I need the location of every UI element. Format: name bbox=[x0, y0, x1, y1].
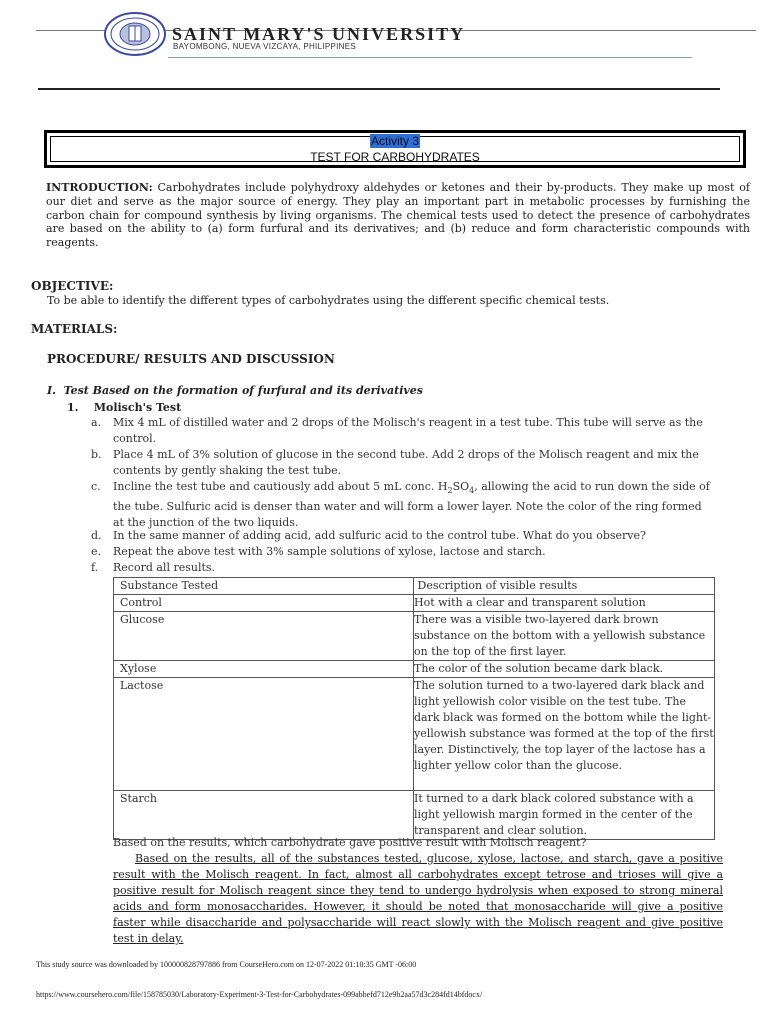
source-url-link[interactable]: https://www.coursehero.com/file/158785030/Laboratory-Experiment-3-Test-for-Carbohydrates-099abbefd712e9b2aa57d3c284fd14bfdocx/ bbox=[36, 990, 483, 999]
section-heading bbox=[47, 384, 423, 397]
table-row bbox=[114, 612, 715, 661]
table-header-row bbox=[114, 578, 715, 595]
table-cell-substance: Lactose bbox=[114, 678, 414, 791]
table-cell-substance: Xylose bbox=[114, 661, 414, 678]
discussion-answer: Based on the results, all of the substances tested, glucose, xylose, lactose, and starch, gave a positive result with the Molisch reagent. In fact, almost all carbohydrates except tetrose and trioses will give a positive result for Molisch reagent since they tend to undergo hydrolysis when exposed to strong mineral acids and form monosaccharides. However, it should be noted that monosaccharide will give a positive faster while disaccharide and polysaccharide will react slowly with the Molisch reagent and give positive test in delay. bbox=[113, 852, 723, 945]
table-row bbox=[114, 791, 715, 840]
step-key: c. bbox=[91, 480, 101, 493]
table-cell-result: There was a visible two-layered dark brown substance on the bottom with a yellowish substance on the top of the first layer. bbox=[414, 612, 715, 661]
table-cell-result: The solution turned to a two-layered dark black and light yellowish color visible on the test tube. The dark black was formed on the bottom while the light-yellowish substance was formed at the top of the first layer. Distinctively, the top layer of the lactose has a lighter yellow color than the glucose. bbox=[414, 678, 715, 791]
step-text-b: SO bbox=[452, 480, 470, 493]
materials-heading: MATERIALS: bbox=[31, 322, 118, 336]
introduction-label: INTRODUCTION: bbox=[46, 181, 153, 194]
activity-highlight: Activity 3 bbox=[370, 134, 419, 148]
step-item bbox=[91, 560, 716, 576]
step-key: f. bbox=[91, 561, 99, 574]
section-title: Test Based on the formation of furfural and its derivatives bbox=[63, 384, 423, 397]
header-underline bbox=[168, 57, 692, 58]
table-cell-substance: Starch bbox=[114, 791, 414, 840]
introduction bbox=[46, 181, 750, 250]
section-number: I. bbox=[47, 384, 56, 397]
subscript: 2 bbox=[447, 486, 453, 496]
objective-text: To be able to identify the different types of carbohydrates using the different specific chemical tests. bbox=[47, 294, 610, 307]
table-cell-result: Hot with a clear and transparent solution bbox=[414, 595, 715, 612]
table-header-substance: Substance Tested bbox=[114, 578, 414, 595]
step-item bbox=[91, 528, 716, 544]
test-number: 1. bbox=[67, 401, 79, 414]
step-item bbox=[91, 447, 716, 479]
step-text: Mix 4 mL of distilled water and 2 drops of the Molisch's reagent in a test tube. This tube will serve as the control. bbox=[113, 416, 703, 445]
step-text: Repeat the above test with 3% sample solutions of xylose, lactose and starch. bbox=[113, 545, 546, 558]
subscript: 4 bbox=[469, 486, 475, 496]
table-header-result: Description of visible results bbox=[414, 578, 715, 595]
university-name: SAINT MARY'S UNIVERSITY bbox=[172, 24, 466, 44]
table-cell-result: It turned to a dark black colored substance with a light yellowish margin formed in the center of the transparent and clear solution. bbox=[414, 791, 715, 840]
table-cell-substance: Glucose bbox=[114, 612, 414, 661]
step-text-c: , allowing the acid to run down the side of the tube. Sulfuric acid is denser than water and will form a lower layer. Note the color of the ring formed at the junction of the two liquids. bbox=[113, 480, 710, 529]
step-text-a: Incline the test tube and cautiously add about 5 mL conc. H bbox=[113, 480, 448, 493]
step-text: Place 4 mL of 3% solution of glucose in the second tube. Add 2 drops of the Molisch reagent and mix the contents by gently shaking the test tube. bbox=[113, 448, 699, 477]
discussion-question: Based on the results, which carbohydrate gave positive result with Molisch reagent? bbox=[113, 836, 587, 849]
table-cell-substance: Control bbox=[114, 595, 414, 612]
step-item bbox=[91, 415, 716, 447]
university-seal-icon bbox=[104, 12, 166, 56]
activity-title: TEST FOR CARBOHYDRATES bbox=[310, 150, 480, 164]
university-location: BAYOMBONG, NUEVA VIZCAYA, PHILIPPINES bbox=[173, 42, 356, 51]
header-divider bbox=[38, 88, 720, 90]
step-item bbox=[91, 544, 716, 560]
introduction-text: Carbohydrates include polyhydroxy aldehydes or ketones and their by-products. They make up most of our diet and serve as the major source of energy. They play an important part in metabolic processes by furnishing the carbon chain for compound synthesis by living organisms. The chemical tests used to detect the presence of carbohydrates are based on the ability to (a) form furfural and its derivatives; and (b) reduce and form characteristic compounds with reagents. bbox=[46, 181, 751, 250]
step-item bbox=[91, 479, 716, 531]
step-key: a. bbox=[91, 416, 102, 429]
table-cell-result: The color of the solution became dark black. bbox=[414, 661, 715, 678]
test-heading bbox=[67, 401, 181, 414]
table-row bbox=[114, 595, 715, 612]
step-key: e. bbox=[91, 545, 102, 558]
test-name: Molisch's Test bbox=[93, 401, 182, 414]
table-row bbox=[114, 678, 715, 791]
download-notice: This study source was downloaded by 100000828797886 from CourseHero.com on 12-07-2022 01:10:35 GMT -06:00 bbox=[36, 960, 417, 969]
step-text: Record all results. bbox=[113, 561, 216, 574]
activity-label bbox=[44, 134, 746, 148]
step-key: d. bbox=[91, 529, 102, 542]
table-row bbox=[114, 661, 715, 678]
step-text: In the same manner of adding acid, add sulfuric acid to the control tube. What do you observe? bbox=[113, 529, 646, 542]
procedure-heading: PROCEDURE/ RESULTS AND DISCUSSION bbox=[47, 352, 335, 366]
objective-heading: OBJECTIVE: bbox=[31, 279, 114, 293]
results-table bbox=[113, 577, 715, 840]
step-key: b. bbox=[91, 448, 102, 461]
